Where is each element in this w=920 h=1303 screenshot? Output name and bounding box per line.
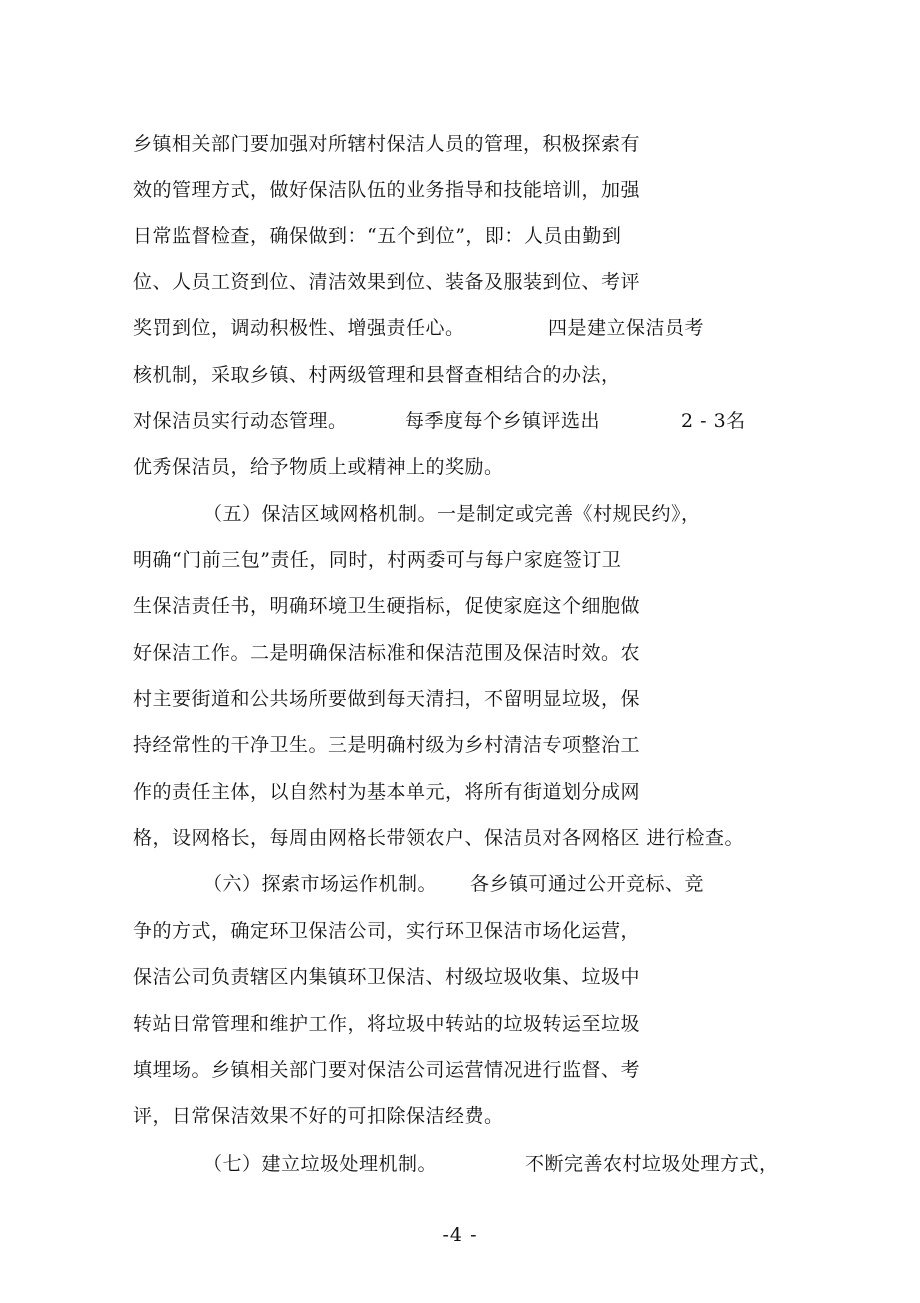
text-segment: 2 - 3名 [681, 410, 746, 432]
paragraph-line: 效的管理方式，做好保洁队伍的业务指导和技能培训，加强 [133, 179, 641, 201]
text-segment: 每季度每个乡镇评选出 [405, 410, 601, 432]
paragraph-line: 格，设网格长，每周由网格长带领农户、保洁员对各网格区 进行检查。 [133, 827, 745, 849]
paragraph-line: 乡镇相关部门要加强对所辖村保洁人员的管理，积极探索有 [133, 133, 641, 155]
section-heading-line: （五）保洁区域网格机制。一是制定或完善《村规民约》， [203, 503, 701, 525]
paragraph-line: 好保洁工作。二是明确保洁标准和保洁范围及保洁时效。农 [133, 642, 641, 664]
text-segment: （六）探索市场运作机制。 [203, 873, 438, 895]
paragraph-line: 填埋场。乡镇相关部门要对保洁公司运营情况进行监督、考 [133, 1059, 641, 1081]
paragraph-line: 明确“门前三包”责任，同时，村两委可与每户家庭签订卫 [133, 549, 622, 571]
paragraph-line: 优秀保洁员，给予物质上或精神上的奖励。 [133, 456, 504, 478]
text-segment: 对保洁员实行动态管理。 [133, 410, 348, 432]
text-segment: （七）建立垃圾处理机制。 [203, 1153, 438, 1175]
paragraph-line: 位、人员工资到位、清洁效果到位、装备及服装到位、考评 [133, 271, 641, 293]
text-segment: 不断完善农村垃圾处理方式， [525, 1153, 779, 1175]
paragraph-line: 作的责任主体，以自然村为基本单元，将所有街道划分成网 [133, 781, 641, 803]
paragraph-line: 保洁公司负责辖区内集镇环卫保洁、村级垃圾收集、垃圾中 [133, 966, 641, 988]
text-segment: 四是建立保洁员考 [548, 317, 705, 339]
paragraph-line: 生保洁责任书，明确环境卫生硬指标，促使家庭这个细胞做 [133, 595, 641, 617]
paragraph-line: 日常监督检查，确保做到：“五个到位”，即：人员由勤到 [133, 225, 622, 247]
text-segment: 奖罚到位，调动积极性、增强责任心。 [133, 317, 465, 339]
paragraph-line: 持经常性的干净卫生。三是明确村级为乡村清洁专项整治工 [133, 734, 641, 756]
paragraph-line: 核机制，采取乡镇、村两级管理和县督查相结合的办法， [133, 364, 621, 386]
paragraph-line: 转站日常管理和维护工作，将垃圾中转站的垃圾转运至垃圾 [133, 1013, 641, 1035]
text-segment: 各乡镇可通过公开竞标、竞 [470, 873, 705, 895]
paragraph-line: 村主要街道和公共场所要做到每天清扫，不留明显垃圾，保 [133, 688, 641, 710]
paragraph-line: 争的方式，确定环卫保洁公司，实行环卫保洁市场化运营， [133, 920, 641, 942]
page-number: -4 - [442, 1224, 478, 1246]
paragraph-line: 评，日常保洁效果不好的可扣除保洁经费。 [133, 1105, 504, 1127]
